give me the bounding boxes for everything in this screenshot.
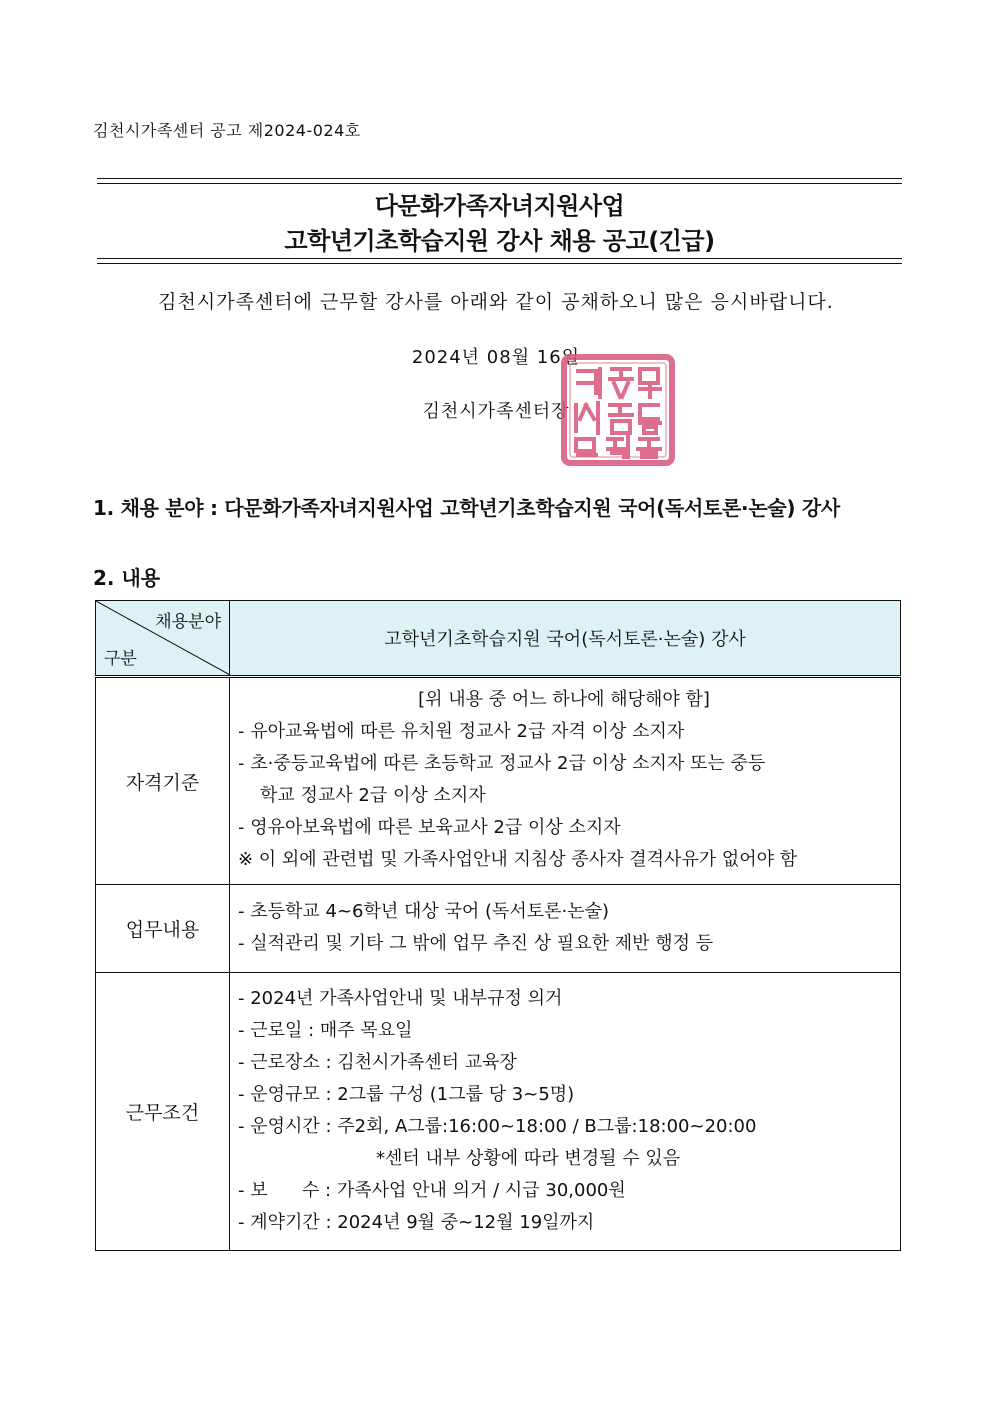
row-label-conditions: 근무조건 <box>96 973 230 1251</box>
list-item: - 근로장소 : 김천시가족센터 교육장 <box>238 1051 517 1073</box>
notice-date: 2024년 08월 16일 <box>411 347 581 368</box>
table-header-row <box>96 601 901 677</box>
title-line-1: 다문화가족자녀지원사업 <box>374 192 625 220</box>
list-item: - 운영시간 : 주2회, A그룹:16:00~18:00 / B그룹:18:00~20:00 <box>238 1115 757 1137</box>
title-block <box>97 178 902 264</box>
header-category-label: 구분 <box>104 649 137 669</box>
list-item: - 실적관리 및 기타 그 밖에 업무 추진 상 필요한 제반 행정 등 <box>238 932 714 954</box>
table-row <box>96 885 901 973</box>
list-item: - 초·중등교육법에 따른 초등학교 정교사 2급 이상 소지자 또는 중등 <box>238 753 766 774</box>
list-item: - 2024년 가족사업안내 및 내부규정 의거 <box>238 987 563 1009</box>
notice-number: 김천시가족센터 공고 제2024-024호 <box>93 121 361 140</box>
title-bottom-rule <box>97 258 902 264</box>
row-label-qualification: 자격기준 <box>96 677 230 885</box>
header-position-title: 고학년기초학습지원 국어(독서토론·논술) 강사 <box>230 601 901 677</box>
recruitment-table <box>95 600 901 1251</box>
list-item: [위 내용 중 어느 하나에 해당해야 함] <box>418 689 710 710</box>
row-content-duties <box>230 885 901 973</box>
section-2-heading: 2. 내용 <box>93 566 161 590</box>
intro-text: 김천시가족센터에 근무할 강사를 아래와 같이 공채하오니 많은 응시바랍니다. <box>158 291 834 313</box>
list-item: 학교 정교사 2급 이상 소지자 <box>260 785 486 806</box>
diagonal-header-cell <box>96 601 230 677</box>
list-item: ※ 이 외에 관련법 및 가족사업안내 지침상 종사자 결격사유가 없어야 함 <box>238 849 798 870</box>
list-item: - 보 수 : 가족사업 안내 의거 / 시급 30,000원 <box>238 1179 626 1201</box>
list-item: *센터 내부 상황에 따라 변경될 수 있음 <box>376 1147 681 1169</box>
list-item: - 운영규모 : 2그룹 구성 (1그룹 당 3~5명) <box>238 1083 575 1105</box>
row-content-conditions <box>230 973 901 1251</box>
list-item: - 계약기간 : 2024년 9월 중~12월 19일까지 <box>238 1211 595 1233</box>
list-item: - 영유아보육법에 따른 보육교사 2급 이상 소지자 <box>238 817 621 838</box>
row-label-duties: 업무내용 <box>96 885 230 973</box>
section-1-field: 1. 채용 분야 : 다문화가족자녀지원사업 고학년기초학습지원 국어(독서토론·논술) 강사 <box>93 496 840 520</box>
table-row <box>96 973 901 1251</box>
header-field-label: 채용분야 <box>155 612 221 632</box>
list-item: - 근로일 : 매주 목요일 <box>238 1019 413 1041</box>
row-content-qualification <box>230 677 901 885</box>
title-top-rule <box>97 178 902 184</box>
official-seal-icon <box>560 353 676 467</box>
list-item: - 초등학교 4~6학년 대상 국어 (독서토론·논술) <box>238 900 610 922</box>
title-line-2: 고학년기초학습지원 강사 채용 공고(긴급) <box>284 227 715 255</box>
table-row <box>96 677 901 885</box>
sender-name: 김천시가족센터장 <box>422 401 570 422</box>
list-item: - 유아교육법에 따른 유치원 정교사 2급 자격 이상 소지자 <box>238 721 685 742</box>
